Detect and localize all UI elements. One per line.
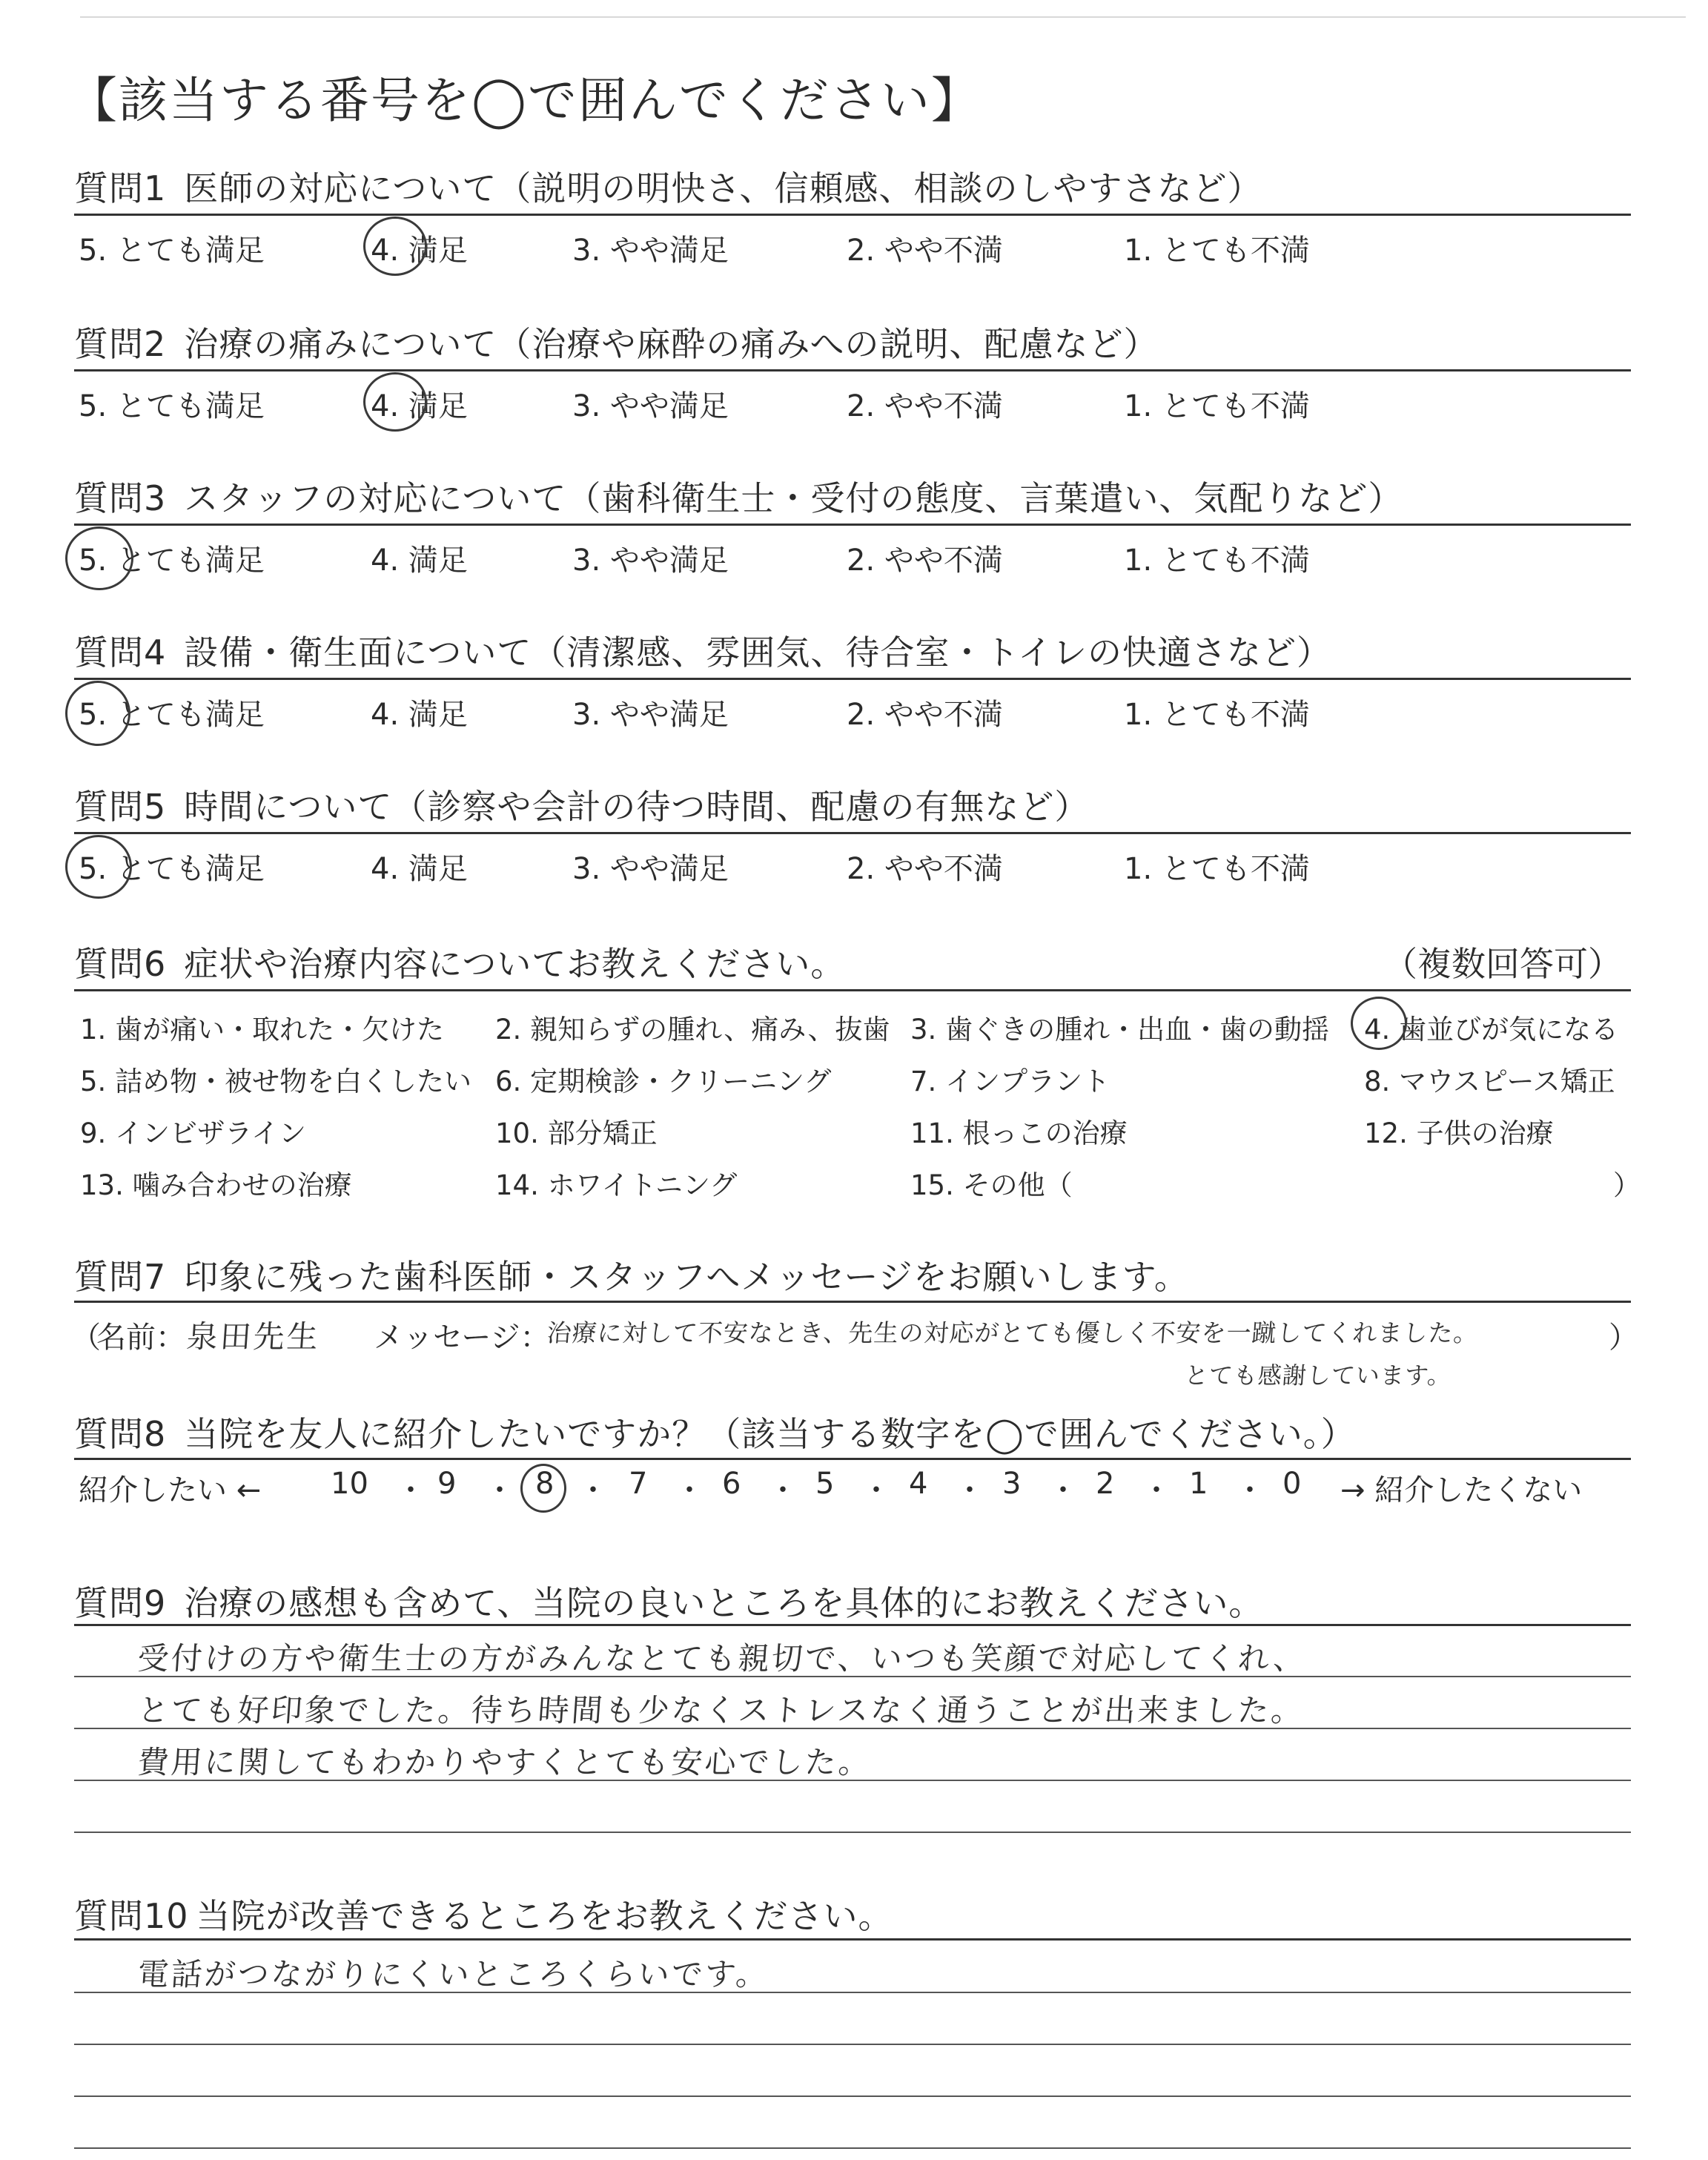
question-3 <box>74 472 1403 521</box>
q6-selection-circle <box>1351 997 1407 1050</box>
q3-option-3[interactable]: 3. やや満足 <box>572 544 729 578</box>
question-number: 質問2 <box>74 324 167 364</box>
q2-option-3[interactable]: 3. やや満足 <box>572 389 729 423</box>
question-number: 質問9 <box>74 1583 167 1623</box>
q8-scale-4[interactable]: 4 <box>909 1467 928 1501</box>
question-number: 質問3 <box>74 478 167 518</box>
question-text: 時間について（診察や会計の待つ時間、配慮の有無など） <box>184 787 1090 827</box>
q5-option-5[interactable]: 5. とても満足 <box>79 852 265 886</box>
q7-message-handwritten-line2: とても感謝しています。 <box>1183 1361 1453 1390</box>
q2-option-2[interactable]: 2. やや不満 <box>847 389 1003 423</box>
q8-separator: ・ <box>955 1473 984 1507</box>
question-text: 症状や治療内容についてお教えください。 <box>184 944 846 984</box>
q8-separator: ・ <box>1048 1473 1078 1507</box>
q6-option-1[interactable]: 1. 歯が痛い・取れた・欠けた <box>80 1014 445 1046</box>
q9-answer-line-2: とても好印象でした。待ち時間も少なくストレスなく通うことが出来ました。 <box>136 1692 1306 1728</box>
q6-option-14[interactable]: 14. ホワイトニング <box>495 1169 738 1201</box>
q8-separator: ・ <box>578 1473 608 1507</box>
question-number: 質問4 <box>74 633 167 673</box>
question-5 <box>74 780 1089 829</box>
q2-option-4[interactable]: 4. 満足 <box>371 389 468 423</box>
question-rule <box>74 678 1631 680</box>
q7-open-paren: （ <box>71 1321 101 1355</box>
question-rule <box>74 524 1631 526</box>
q6-option-3[interactable]: 3. 歯ぐきの腫れ・出血・歯の動揺 <box>910 1014 1330 1046</box>
question-4 <box>74 626 1331 675</box>
question-number: 質問6 <box>74 944 167 984</box>
q6-option-11[interactable]: 11. 根っこの治療 <box>910 1117 1128 1149</box>
q1-option-2[interactable]: 2. やや不満 <box>847 234 1003 268</box>
q6-option-13[interactable]: 13. 噛み合わせの治療 <box>80 1169 352 1201</box>
q1-option-4[interactable]: 4. 満足 <box>371 234 468 268</box>
q5-selection-circle <box>65 835 132 899</box>
q8-scale-7[interactable]: 7 <box>629 1467 648 1501</box>
answer-line <box>74 2095 1631 2097</box>
multiple-answers-note: （複数回答可） <box>1383 944 1622 984</box>
q8-separator: ・ <box>675 1473 704 1507</box>
q8-scale-9[interactable]: 9 <box>437 1467 457 1501</box>
q8-scale-6[interactable]: 6 <box>722 1467 741 1501</box>
q8-left-label: 紹介したい ← <box>79 1473 262 1507</box>
q7-message-handwritten-line1: 治療に対して不安なとき、先生の対応がとても優しく不安を一蹴してくれました。 <box>546 1318 1480 1347</box>
q6-option-2[interactable]: 2. 親知らずの腫れ、痛み、抜歯 <box>495 1014 890 1046</box>
q4-selection-circle <box>65 681 130 746</box>
question-rule <box>74 369 1631 371</box>
q8-selection-circle <box>520 1464 566 1513</box>
q8-separator: ・ <box>1235 1473 1265 1507</box>
q7-message-label: メッセージ： <box>374 1321 550 1355</box>
question-10 <box>74 1889 893 1938</box>
q7-close-paren: ） <box>1609 1321 1638 1355</box>
q8-scale-0[interactable]: 0 <box>1282 1467 1302 1501</box>
q9-answer-line-1: 受付けの方や衛生士の方がみんなとても親切で、いつも笑顔で対応してくれ、 <box>136 1640 1308 1677</box>
question-text: 治療の感想も含めて、当院の良いところを具体的にお教えください。 <box>184 1583 1264 1623</box>
q6-option-7[interactable]: 7. インプラント <box>910 1066 1110 1097</box>
q8-separator: ・ <box>396 1473 426 1507</box>
q5-option-1[interactable]: 1. とても不満 <box>1124 852 1310 886</box>
q8-separator: ・ <box>861 1473 891 1507</box>
q8-scale-3[interactable]: 3 <box>1002 1467 1022 1501</box>
question-rule <box>74 1458 1631 1460</box>
q6-option-9[interactable]: 9. インビザライン <box>80 1117 306 1149</box>
q7-name-label: 名前： <box>96 1321 185 1355</box>
answer-line <box>74 2147 1631 2149</box>
q6-option-4[interactable]: 4. 歯並びが気になる <box>1364 1014 1619 1046</box>
question-rule <box>74 1624 1631 1626</box>
top-border <box>80 16 1686 18</box>
q8-scale-1[interactable]: 1 <box>1189 1467 1208 1501</box>
q3-selection-circle <box>65 526 133 590</box>
q10-answer-line-1: 電話がつながりにくいところくらいです。 <box>136 1956 771 1992</box>
q5-option-3[interactable]: 3. やや満足 <box>572 852 729 886</box>
q8-right-label: → 紹介したくない <box>1340 1473 1583 1507</box>
question-rule <box>74 1938 1631 1941</box>
q8-separator: ・ <box>485 1473 514 1507</box>
q6-option-10[interactable]: 10. 部分矯正 <box>495 1117 658 1149</box>
question-text: 印象に残った歯科医師・スタッフへメッセージをお願いします。 <box>184 1257 1189 1297</box>
question-number: 質問5 <box>74 787 167 827</box>
question-8 <box>74 1407 1356 1456</box>
q8-scale-8[interactable]: 8 <box>535 1467 555 1501</box>
question-1 <box>74 162 1262 211</box>
question-rule <box>74 1301 1631 1303</box>
q1-option-5[interactable]: 5. とても満足 <box>79 234 265 268</box>
q6-option-6[interactable]: 6. 定期検診・クリーニング <box>495 1066 832 1097</box>
question-number: 質問1 <box>74 168 167 208</box>
q8-scale-5[interactable]: 5 <box>815 1467 835 1501</box>
answer-line <box>74 1832 1631 1833</box>
question-text: 当院が改善できるところをお教えください。 <box>196 1896 893 1936</box>
question-number: 質問8 <box>74 1414 167 1454</box>
q2-option-5[interactable]: 5. とても満足 <box>79 389 265 423</box>
question-text: 当院を友人に紹介したいですか？（該当する数字を◯で囲んでください。） <box>184 1414 1356 1454</box>
q8-scale-10[interactable]: 10 <box>331 1467 368 1501</box>
question-text: 治療の痛みについて（治療や麻酔の痛みへの説明、配慮など） <box>184 324 1159 364</box>
answer-line <box>74 2044 1631 2045</box>
q1-option-3[interactable]: 3. やや満足 <box>572 234 729 268</box>
q3-option-5[interactable]: 5. とても満足 <box>79 544 265 578</box>
q4-option-4[interactable]: 4. 満足 <box>371 698 468 732</box>
q3-option-4[interactable]: 4. 満足 <box>371 544 468 578</box>
q1-selection-circle <box>363 217 427 276</box>
question-text: 医師の対応について（説明の明快さ、信頼感、相談のしやすさなど） <box>184 168 1262 208</box>
q2-selection-circle <box>363 372 427 432</box>
q6-option-8[interactable]: 8. マウスピース矯正 <box>1364 1066 1615 1097</box>
question-2 <box>74 317 1158 366</box>
q3-option-2[interactable]: 2. やや不満 <box>847 544 1003 578</box>
question-number: 質問10 <box>74 1896 189 1936</box>
q7-name-handwritten: 泉田先生 <box>185 1318 322 1355</box>
q6-option-15[interactable]: 15. その他（ <box>910 1169 1073 1201</box>
q4-option-1[interactable]: 1. とても不満 <box>1124 698 1310 732</box>
q4-option-5[interactable]: 5. とても満足 <box>79 698 265 732</box>
form-instruction-title: 【該当する番号を◯で囲んでください】 <box>68 72 982 129</box>
question-9 <box>74 1576 1263 1625</box>
question-number: 質問7 <box>74 1257 167 1297</box>
q6-other-close-paren: ） <box>1613 1169 1641 1201</box>
question-7 <box>74 1250 1189 1299</box>
question-6 <box>74 937 845 986</box>
q8-separator: ・ <box>768 1473 798 1507</box>
q9-answer-line-3: 費用に関してもわかりやすくとても安心でした。 <box>136 1744 873 1780</box>
question-rule <box>74 214 1631 216</box>
question-rule <box>74 832 1631 834</box>
question-rule <box>74 989 1631 991</box>
q8-scale-2[interactable]: 2 <box>1096 1467 1115 1501</box>
q5-option-2[interactable]: 2. やや不満 <box>847 852 1003 886</box>
question-text: スタッフの対応について（歯科衛生士・受付の態度、言葉遣い、気配りなど） <box>184 478 1403 518</box>
q3-option-1[interactable]: 1. とても不満 <box>1124 544 1310 578</box>
q6-option-12[interactable]: 12. 子供の治療 <box>1364 1117 1554 1149</box>
q8-separator: ・ <box>1142 1473 1171 1507</box>
question-text: 設備・衛生面について（清潔感、雰囲気、待合室・トイレの快適さなど） <box>184 633 1332 673</box>
q2-option-1[interactable]: 1. とても不満 <box>1124 389 1310 423</box>
q5-option-4[interactable]: 4. 満足 <box>371 852 468 886</box>
q4-option-3[interactable]: 3. やや満足 <box>572 698 729 732</box>
q1-option-1[interactable]: 1. とても不満 <box>1124 234 1310 268</box>
q4-option-2[interactable]: 2. やや不満 <box>847 698 1003 732</box>
q6-option-5[interactable]: 5. 詰め物・被せ物を白くしたい <box>80 1066 472 1097</box>
